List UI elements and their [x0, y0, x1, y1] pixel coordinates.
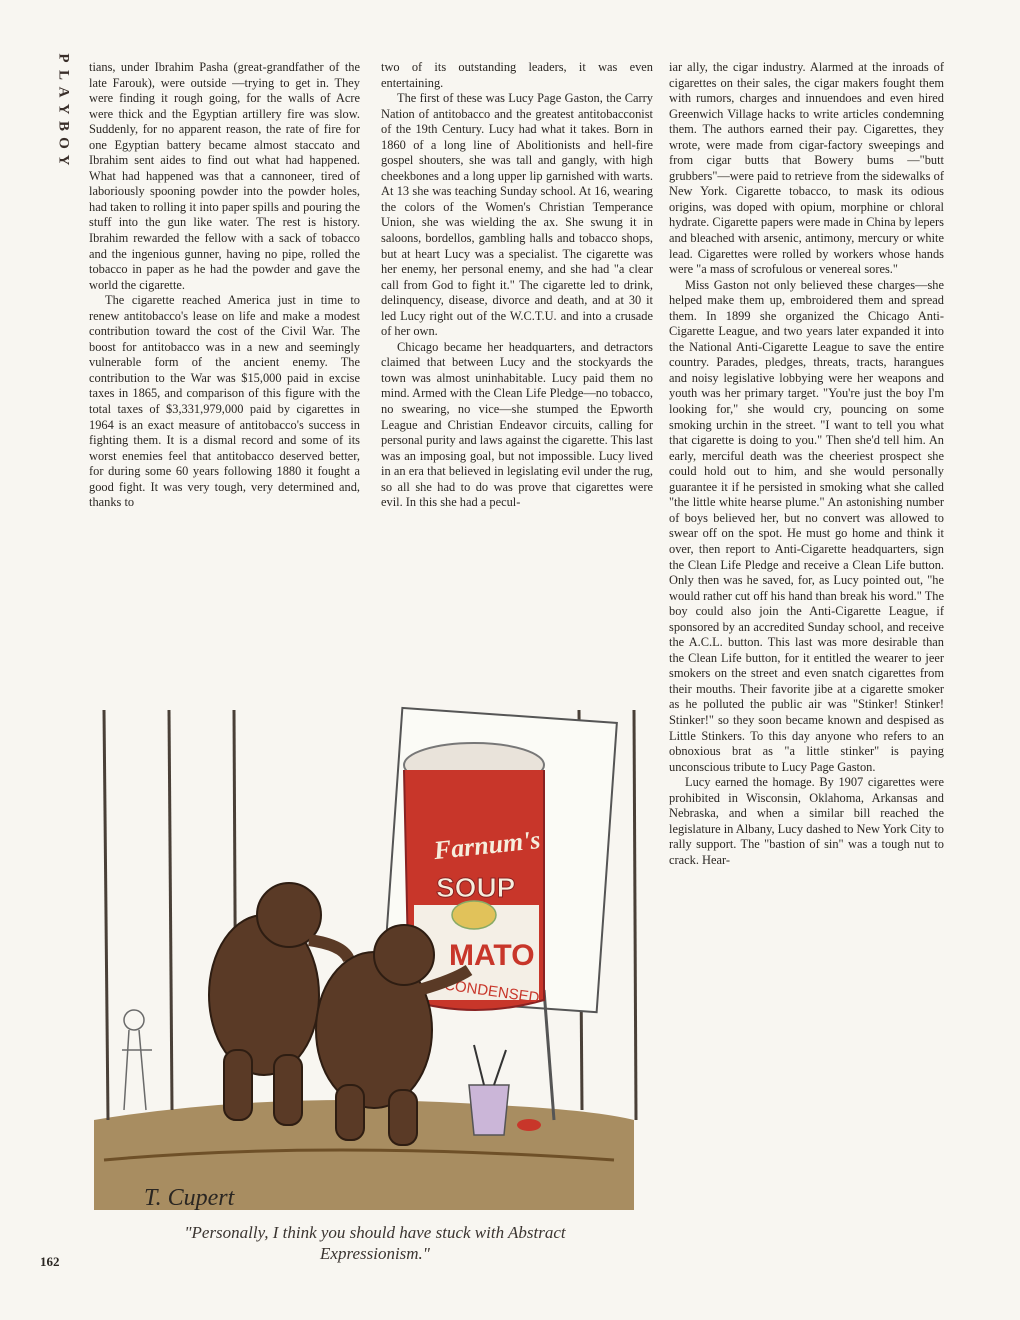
cartoon-illustration — [74, 690, 652, 1230]
paragraph: iar ally, the cigar industry. Alarmed at the inroads of cigarettes on their sales, the cigar makers fought them with rumors, charges and innuendoes and even hired Greenwich Village hacks to write articles condemning them. The authors earned their pay. Cigarettes, they wrote, were made from cigar-factory sweepings and from cigar butts that Bowery bums —"butt grubbers"—were paid to retrieve from the sidewalks of New York. Cigarette tobacco, to mask its odious origins, was doped with opium, morphine or chloral hydrate. Cigarette papers were made in China by lepers and bleached with arsenic, antimony, mercury or white lead. Cigarettes were rolled by workers whose hands were "a mass of scrofulous or venereal sores." — [669, 60, 944, 277]
cartoon-drawing — [74, 690, 652, 1230]
paintbrush — [474, 1045, 484, 1085]
page-number: 162 — [40, 1254, 60, 1269]
masthead-letter: L — [55, 69, 72, 81]
masthead-letter: Y — [55, 103, 72, 116]
masthead — [52, 50, 74, 169]
paint-tube — [517, 1119, 541, 1131]
paragraph: Miss Gaston not only believed these charges—she helped make them up, embroidered them and spread them. In 1899 she organized the Chicago Anti-Cigarette League, and two years later expanded it into the National Anti-Cigarette League to save the entire country. Parades, pledges, threats, tracts, harangues and noisy legislative lobbying were her weapons and youth was her primary target. "You're just the boy I'm looking for," she would cry, pouncing on some smoking urchin in the street. "I want to tell you what that cigarette is doing to you." Then she'd tell him. An early, merciful death was the cheeriest prospect she could hold out to him, and she would personally guarantee it if he persisted in smoking what she called "the little white hearse plume." An astonishing number of boys believed her, but no convert was allowed to swear off on the spot. He must go home and think it over, then report to Anti-Cigarette headquarters, sign the Clean Life Pledge and receive a Clean Life button. Only then was he saved, for, as Lucy pointed out, "he would rather cut off his hand than break his word." The boy could also join the Anti-Cigarette League, if sponsored by an accredited Sunday school, and receive the A.C.L. button. This last was more desirable than the Clean Life button, for it entitled the wearer to jeer smokers on the street and even snatch cigarettes from their mouths. Their favorite jibe at a cigarette smoker as he polluted the public air was "Stinker! Stinker! Stinker!" so they soon became known and despised as Little Stinkers. To this day anyone who refers to an obnoxious brat as "a little stinker" is paying unconscious tribute to Lucy Page Gaston. — [669, 277, 944, 774]
masthead-letter: A — [55, 86, 72, 99]
paragraph: two of its outstanding leaders, it was even entertaining. — [381, 60, 653, 90]
paragraph: The cigarette reached America just in time to renew antitobacco's lease on life and make a modest contribution toward the cost of the Civil War. The boost for antitobacco was in a new and seemingly vulnerable form of the ancient enemy. The contribution to the War was $15,000 paid in excise taxes in 1865, and comparison of this figure with the total taxes of $3,331,979,000 paid by cigarettes in 1964 is an exact measure of antitobacco's success in fighting them. It is a dismal record and some of its worst enemies feel that antitobacco deserved better, for during some 60 years following 1880 it fought a good fight. It was very tough, very determined and, thanks to — [89, 293, 360, 510]
can-product-text: SOUP — [436, 872, 516, 903]
article-column-1 — [89, 60, 360, 511]
paragraph: tians, under Ibrahim Pasha (great-grandfather of the late Farouk), were outside —trying to get in. They were finding it rough going, for the walls of Acre were thick and the Egyptian artillery fire was slow. Suddenly, for no apparent reason, the rate of fire for one Egyptian battery became almost staccato and Ibrahim sent aides to find out what had happened. What had happened was that a cannoneer, tired of laboriously spooning powder into the powder holes, had taken to rolling it into paper spills and pouring the stuff into the gun like water. The rest is history. Ibrahim rewarded the fellow with a sack of tobacco and the ingenious gunner, having no pipe, rolled the tobacco in paper as he had the powder and gave the world the cigarette. — [89, 60, 360, 292]
paragraph: Chicago became her headquarters, and detractors claimed that between Lucy and the stockyards the town was almost uninhabitable. Lucy paid them no mind. Armed with the Clean Life Pledge—no tobacco, no swearing, no vice—she stumped the Epworth League and Christian Endeavor circuits, calling for personal purity and laws against the cigarette. This last was an imposing goal, but not impossible. Lucy lived in an era that believed in legislating evil under the rug, so all she had to do was prove that cigarettes were evil. In this she had a pecul- — [381, 339, 653, 510]
paragraph: The first of these was Lucy Page Gaston, the Carry Nation of antitobacco and the greatest antitobacconist of the 19th Century. Lucy had what it takes. Born in 1860 of a long line of Abolitionists and hell-fire gospel shouters, she was tall and gangly, with high cheekbones and a long upper lip garnished with warts. At 13 she was teaching Sunday school. At 16, wearing the colors of the Women's Christian Temperance Union, she was wielding the ax. She swung it in saloons, bordellos, gambling halls and tobacco shops, but at heart Lucy was a specialist. The cigarette was her enemy, her personal enemy, and she had "a clear call from God to fight it." The cigarette led to drink, delinquency, disease, divorce and death, and at 30 it led Lucy right out of the W.C.T.U. and into a crusade of her own. — [381, 91, 653, 339]
article-column-3 — [669, 60, 944, 868]
paragraph: Lucy earned the homage. By 1907 cigarettes were prohibited in Wisconsin, Oklahoma, Arkansas and Nebraska, and when a similar bill reached the legislature in Albany, Lucy dashed to New York City to rally support. The "bastion of sin" was a tough nut to crack. Hear- — [669, 775, 944, 867]
can-variety-text: MATO — [449, 939, 535, 972]
masthead-letter: O — [55, 137, 72, 150]
masthead-letter: P — [55, 53, 72, 64]
article-column-2 — [381, 60, 653, 511]
paintbrush — [494, 1050, 506, 1085]
can-note-text: CONDENSED — [443, 976, 541, 1007]
can-brand-text: Farnum's — [432, 825, 542, 866]
cartoon-caption: "Personally, I think you should have stuck with Abstract Expressionism." — [184, 1223, 566, 1263]
paint-cup — [469, 1085, 509, 1135]
masthead-letter: Y — [55, 154, 72, 167]
visitor-figure — [122, 1010, 152, 1110]
masthead-letter: B — [55, 120, 72, 132]
artist-signature: T. Cupert — [144, 1185, 235, 1211]
